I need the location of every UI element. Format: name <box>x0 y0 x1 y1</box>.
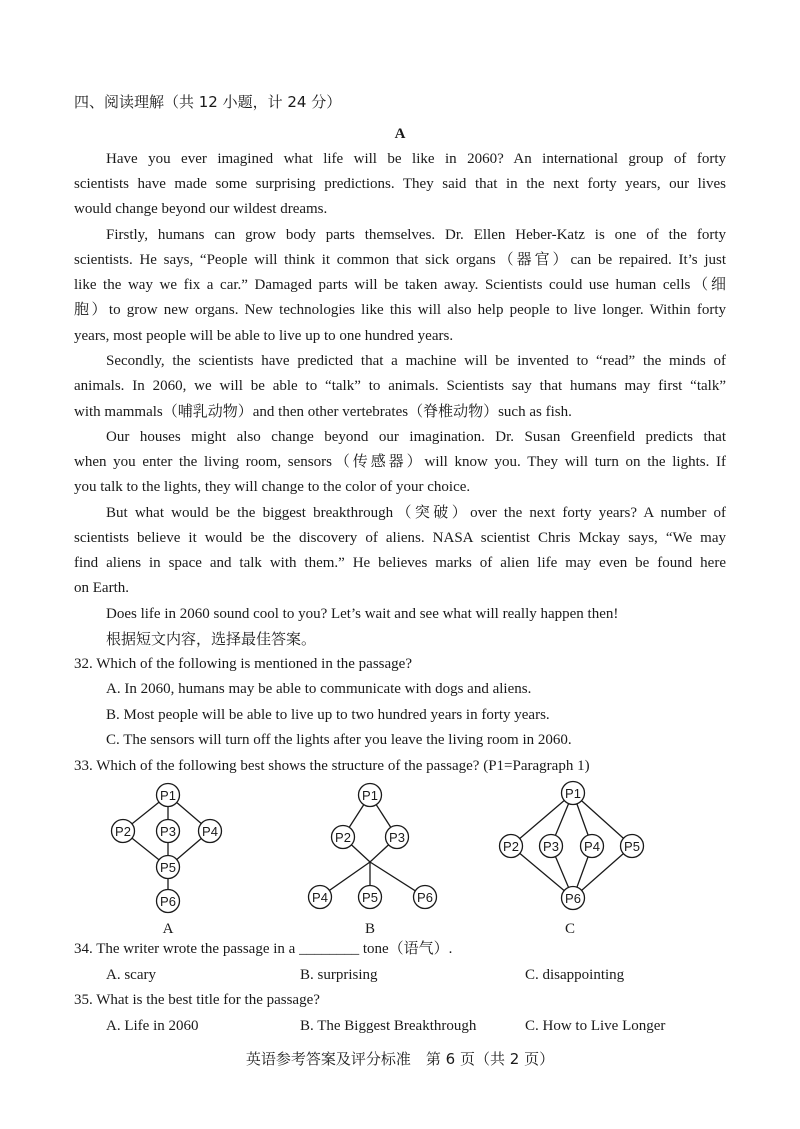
question-32-stem: 32. Which of the following is mentioned in the passage? <box>74 656 412 672</box>
question-34-option-c: C. disappointing <box>525 967 625 983</box>
instruction: 根据短文内容，选择最佳答案。 <box>106 630 317 648</box>
passage-line: animals. In 2060, we will be able to “talk” to animals. Scientists say that humans may first “talk” <box>74 378 726 394</box>
question-32-option-b: B. Most people will be able to live up to two hundred years in forty years. <box>106 707 550 723</box>
passage-line: 胞）to grow new organs. New technologies like this will also help people to live longer. Within forty <box>74 302 726 318</box>
passage-line: scientists believe it would be the discovery of aliens. NASA scientist Chris Mckay says, “We may <box>74 530 726 546</box>
passage-line: Our houses might also change beyond our imagination. Dr. Susan Greenfield predicts that <box>106 429 726 445</box>
diagram-a-node-p4: P4 <box>202 824 218 839</box>
diagram-a-node-p1: P1 <box>160 788 176 803</box>
diagram-a-node-p2: P2 <box>115 824 131 839</box>
question-33-stem: 33. Which of the following best shows the structure of the passage? (P1=Paragraph 1) <box>74 758 590 774</box>
question-32-option-c: C. The sensors will turn off the lights after you leave the living room in 2060. <box>106 732 572 748</box>
passage-label: A <box>394 126 406 142</box>
passage-line: years, most people will be able to live up to one hundred years. <box>74 328 454 344</box>
question-34-option-b: B. surprising <box>300 967 378 983</box>
passage-line: Secondly, the scientists have predicted that a machine will be invented to “read” the minds of <box>106 353 726 369</box>
passage-line: with mammals（哺乳动物）and then other vertebrates（脊椎动物）such as fish. <box>74 404 572 420</box>
passage-line: Have you ever imagined what life will be like in 2060? An international group of forty <box>106 151 726 167</box>
diagram-b-node-p5: P5 <box>362 890 378 905</box>
diagram-c-node-p3: P3 <box>543 839 559 854</box>
question-35-option-b: B. The Biggest Breakthrough <box>300 1018 477 1034</box>
diagram-b-label: B <box>364 921 376 937</box>
diagram-b-node-p1: P1 <box>362 788 378 803</box>
passage-line: would change beyond our wildest dreams. <box>74 201 328 217</box>
diagram-a-label: A <box>162 921 174 937</box>
passage-line: find aliens in space and talk with them.” He believes marks of alien life may even be found here <box>74 555 726 571</box>
section-title: 四、阅读理解（共 12 小题，计 24 分） <box>74 93 342 111</box>
diagram-c-node-p1: P1 <box>565 786 581 801</box>
passage-line: Does life in 2060 sound cool to you? Let’s wait and see what will really happen then! <box>106 606 619 622</box>
passage-line: scientists have made some surprising predictions. They said that in the next forty years, our lives <box>74 176 726 192</box>
passage-line: scientists. He says, “People will think it common that sick organs（器官）can be repaired. It’s just <box>74 252 726 268</box>
page-footer: 英语参考答案及评分标准 第 6 页（共 2 页） <box>245 1050 555 1068</box>
passage-line: Firstly, humans can grow body parts themselves. Dr. Ellen Heber-Katz is one of the forty <box>106 227 726 243</box>
diagram-a-node-p6: P6 <box>160 894 176 909</box>
diagram-a-node-p3: P3 <box>160 824 176 839</box>
passage-line: like the way we fix a car.” Damaged parts will be taken away. Scientists could use human cells（细 <box>74 277 726 293</box>
structure-diagrams <box>100 780 660 940</box>
diagram-c-node-p5: P5 <box>624 839 640 854</box>
question-32-option-a: A. In 2060, humans may be able to communicate with dogs and aliens. <box>106 681 532 697</box>
passage-line: you talk to the lights, they will change to the color of your choice. <box>74 479 471 495</box>
diagram-c-label: C <box>564 921 576 937</box>
passage-line: when you enter the living room, sensors（传感器）will know you. They will turn on the lights. If <box>74 454 726 470</box>
question-35-option-c: C. How to Live Longer <box>525 1018 666 1034</box>
diagram-b-node-p3: P3 <box>389 830 405 845</box>
diagram-b-node-p6: P6 <box>417 890 433 905</box>
diagram-c-node-p4: P4 <box>584 839 600 854</box>
diagram-a-node-p5: P5 <box>160 860 176 875</box>
diagram-c-node-p2: P2 <box>503 839 519 854</box>
question-35-option-a: A. Life in 2060 <box>106 1018 199 1034</box>
diagram-b-node-p4: P4 <box>312 890 328 905</box>
question-34-stem: 34. The writer wrote the passage in a ________ tone（语气）. <box>74 941 453 957</box>
diagram-c-node-p6: P6 <box>565 891 581 906</box>
question-35-stem: 35. What is the best title for the passage? <box>74 992 320 1008</box>
passage-line: But what would be the biggest breakthrough（突破）over the next forty years? A number of <box>106 505 726 521</box>
passage-line: on Earth. <box>74 580 129 596</box>
diagram-b-node-p2: P2 <box>335 830 351 845</box>
question-34-option-a: A. scary <box>106 967 156 983</box>
